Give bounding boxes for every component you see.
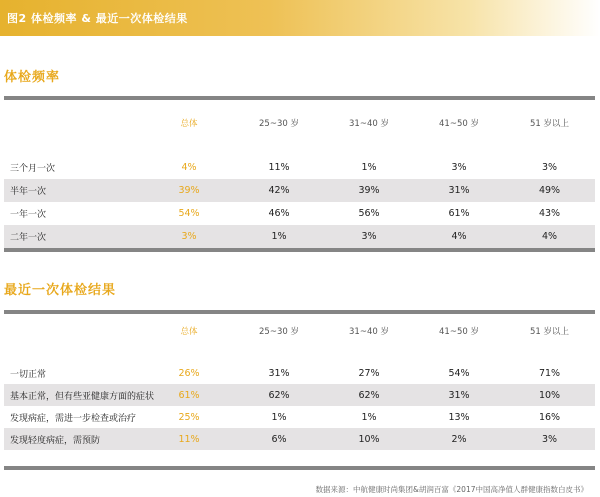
figure-title: 图2 体检频率 & 最近一次体检结果 xyxy=(7,12,188,25)
bottom-rule xyxy=(4,466,595,470)
cell-value: 6% xyxy=(234,428,324,450)
header-cell: 41~50 岁 xyxy=(439,119,479,129)
cell-value: 43% xyxy=(538,208,561,219)
cell-value: 1% xyxy=(271,411,287,423)
cell-value: 31% xyxy=(414,384,504,406)
header-cell: 41~50 岁 xyxy=(439,327,479,337)
cell-value: 4% xyxy=(504,225,595,248)
cell-value: 71% xyxy=(538,367,561,379)
cell-value: 4% xyxy=(414,225,504,248)
cell-value: 16% xyxy=(538,411,561,423)
cell-value: 42% xyxy=(234,179,324,202)
table-row xyxy=(4,428,595,450)
row-label: 三个月一次 xyxy=(10,164,56,174)
table-row xyxy=(4,156,595,179)
cell-total: 54% xyxy=(178,208,200,219)
cell-value: 1% xyxy=(361,411,377,423)
cell-total: 39% xyxy=(144,179,234,202)
cell-value: 2% xyxy=(414,428,504,450)
results-table xyxy=(4,314,595,450)
section-title-results: 最近一次体检结果 xyxy=(4,283,117,298)
cell-value: 27% xyxy=(358,367,380,379)
table-row xyxy=(4,179,595,202)
cell-value: 11% xyxy=(268,162,290,173)
cell-value: 31% xyxy=(268,367,290,379)
cell-value: 3% xyxy=(451,162,467,173)
row-label: 发现轻度病症，需预防 xyxy=(4,428,144,450)
header-cell xyxy=(4,100,144,146)
row-label: 一年一次 xyxy=(10,210,47,220)
bottom-rule xyxy=(4,248,595,252)
cell-value: 62% xyxy=(324,384,414,406)
table-row xyxy=(4,362,595,384)
header-cell: 31~40 岁 xyxy=(349,119,389,129)
header-cell: 51 岁以上 xyxy=(529,327,570,337)
title-banner xyxy=(0,0,600,36)
row-label: 半年一次 xyxy=(4,179,144,202)
table-row xyxy=(4,384,595,406)
cell-value: 3% xyxy=(541,162,558,173)
header-cell: 25~30 岁 xyxy=(259,327,299,337)
table-row xyxy=(4,225,595,248)
cell-value: 56% xyxy=(358,208,380,219)
cell-value: 62% xyxy=(234,384,324,406)
cell-value: 46% xyxy=(268,208,290,219)
header-row xyxy=(4,314,595,348)
cell-total: 3% xyxy=(144,225,234,248)
header-cell xyxy=(4,314,144,348)
section-title-frequency: 体检频率 xyxy=(4,70,61,85)
row-label: 一切正常 xyxy=(10,369,47,380)
header-cell: 31~40 岁 xyxy=(349,327,389,337)
row-label: 发现病症，需进一步检查或治疗 xyxy=(10,413,137,424)
header-cell-total: 总体 xyxy=(180,119,198,129)
cell-value: 39% xyxy=(324,179,414,202)
table-row xyxy=(4,406,595,428)
cell-value: 31% xyxy=(414,179,504,202)
cell-total: 4% xyxy=(181,162,197,173)
table-row xyxy=(4,202,595,225)
cell-value: 61% xyxy=(448,208,470,219)
header-cell: 51 岁以上 xyxy=(529,119,570,129)
cell-total: 25% xyxy=(178,411,200,423)
cell-value: 3% xyxy=(504,428,595,450)
header-cell: 25~30 岁 xyxy=(259,119,299,129)
cell-value: 1% xyxy=(361,162,377,173)
cell-value: 13% xyxy=(448,411,470,423)
cell-total: 11% xyxy=(144,428,234,450)
header-cell-total: 总体 xyxy=(180,327,198,337)
header-row xyxy=(4,100,595,146)
cell-total: 26% xyxy=(178,367,200,379)
cell-value: 49% xyxy=(504,179,595,202)
cell-value: 54% xyxy=(448,367,470,379)
row-label: 基本正常，但有些亚健康方面的症状 xyxy=(4,384,144,406)
cell-value: 10% xyxy=(504,384,595,406)
row-label: 二年一次 xyxy=(4,225,144,248)
cell-value: 1% xyxy=(234,225,324,248)
source-note: 数据来源：中航健康时尚集团&胡润百富《2017中国高净值人群健康指数白皮书》 xyxy=(315,485,588,494)
cell-value: 10% xyxy=(324,428,414,450)
frequency-table xyxy=(4,100,595,248)
cell-value: 3% xyxy=(324,225,414,248)
cell-total: 61% xyxy=(144,384,234,406)
